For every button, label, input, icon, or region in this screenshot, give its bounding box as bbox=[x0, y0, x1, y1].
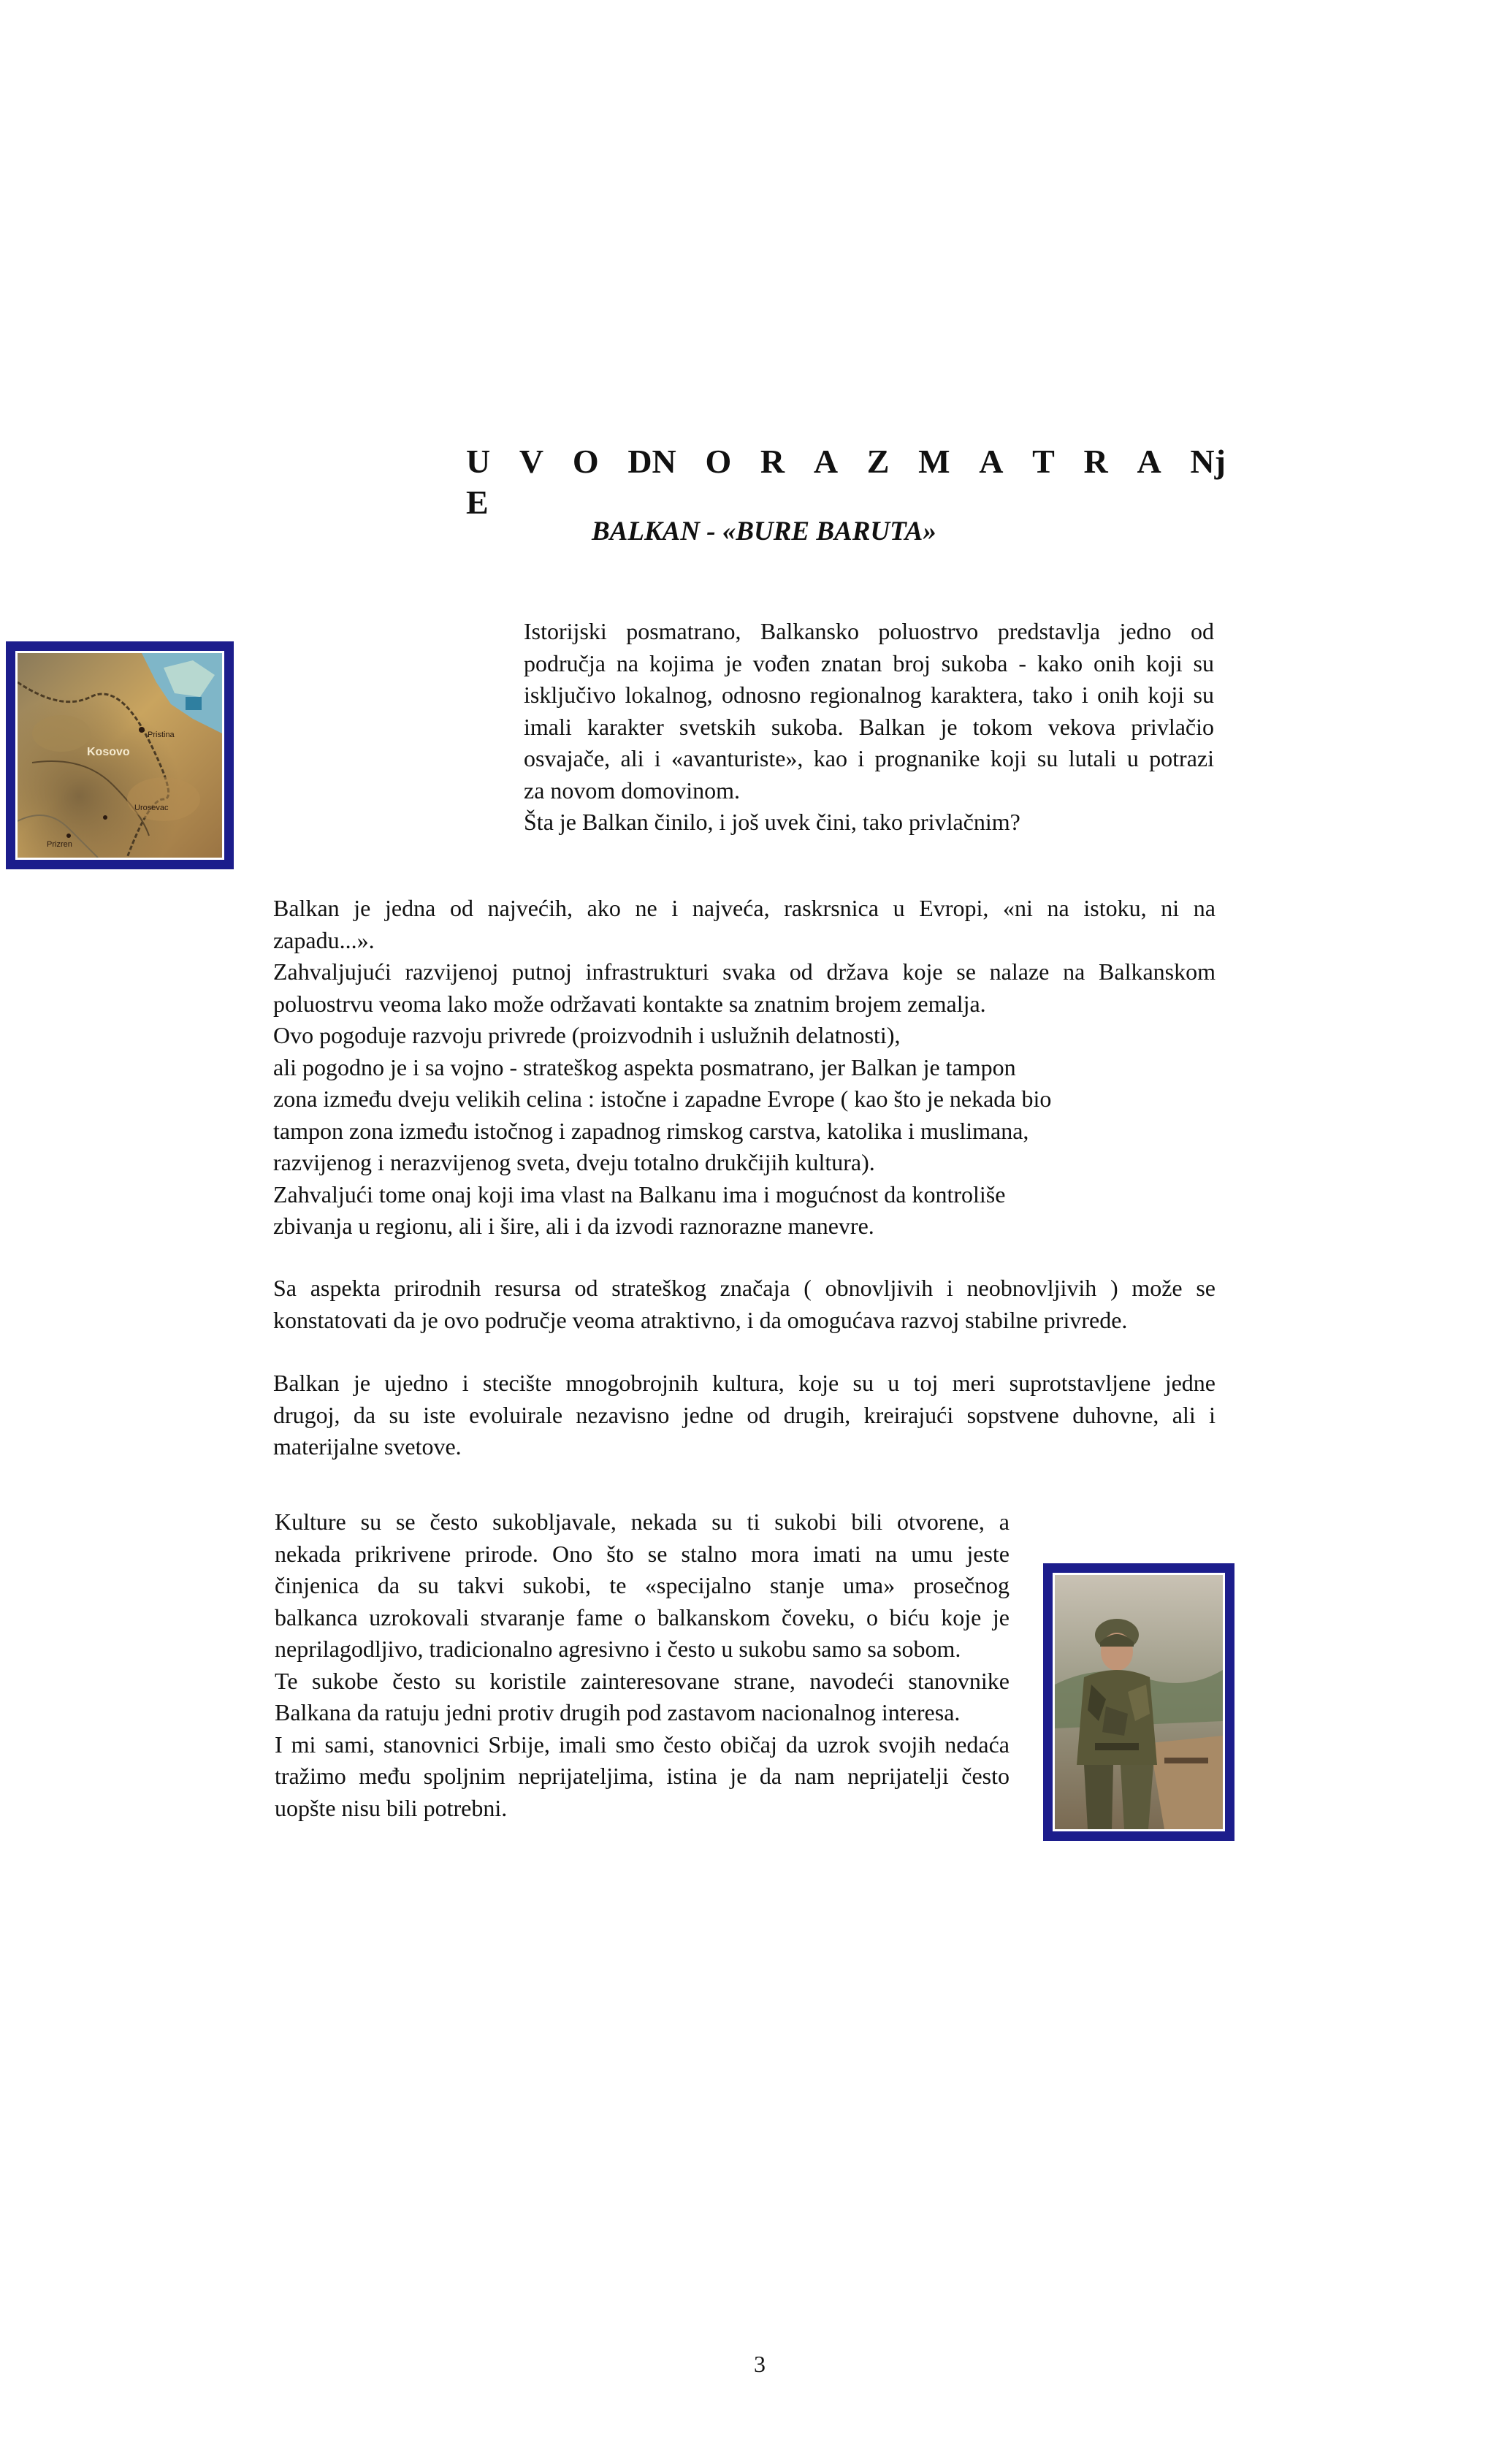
text-line: za novom domovinom. bbox=[524, 777, 740, 804]
map-illustration bbox=[18, 653, 222, 858]
title-letter: M bbox=[918, 443, 950, 480]
title-letter: O bbox=[705, 443, 732, 480]
map-label-kosovo: Kosovo bbox=[87, 746, 130, 758]
page-number: 3 bbox=[754, 2351, 766, 2377]
title-letter: A bbox=[979, 443, 1004, 480]
text-line: Šta je Balkan činilo, i još uvek čini, tako privlačnim? bbox=[524, 809, 1020, 835]
text-line: Zahvaljući tome onaj koji ima vlast na Balkanu ima i mogućnost da kontroliše bbox=[273, 1180, 1006, 1208]
text-line: konstatovati da je ovo područje veoma atraktivno, i da omogućava razvoj stabilne privrede. bbox=[273, 1306, 1128, 1333]
text-line: Balkan je jedna od najvećih, ako ne i najveća, raskrsnica u Evropi, «ni na istoku, ni na bbox=[273, 895, 1216, 921]
title-letter: A bbox=[813, 443, 839, 480]
text-line: zbivanja u regionu, ali i šire, ali i da izvodi raznorazne manevre. bbox=[273, 1213, 874, 1239]
text-line: uopšte nisu bili potrebni. bbox=[275, 1794, 508, 1821]
text-line: činjenica da su takvi sukobi, te «specijalno stanje uma» prosečnog bbox=[275, 1572, 1010, 1598]
chapter-title-line-2: E bbox=[466, 484, 489, 521]
text-line: I mi sami, stanovnici Srbije, imali smo često običaj da uzrok svojih nedaća bbox=[275, 1731, 1010, 1758]
map-label-pristina: Pristina bbox=[148, 731, 175, 739]
crossroads-paragraph bbox=[273, 893, 1216, 1243]
text-line: nekada prikrivene prirode. Ono što se stalno mora imati na umu jeste bbox=[275, 1540, 1010, 1567]
title-letter: DN bbox=[627, 443, 676, 480]
title-letter: O bbox=[572, 443, 599, 480]
resources-paragraph bbox=[273, 1273, 1216, 1336]
cultures-paragraph bbox=[273, 1368, 1216, 1463]
text-line: Balkan je ujedno i stecište mnogobrojnih kultura, koje su u toj meri suprotstavljene jedne bbox=[273, 1370, 1216, 1396]
text-line: Balkana da ratuju jedni protiv drugih pod zastavom nacionalnog interesa. bbox=[275, 1699, 961, 1725]
chapter-subtitle: BALKAN - «BURE BARUTA» bbox=[592, 516, 936, 546]
text-line: neprilagodljivo, tradicionalno agresivno i često u sukobu samo sa sobom. bbox=[275, 1636, 961, 1662]
soldier-illustration bbox=[1055, 1575, 1223, 1829]
text-line: Sa aspekta prirodnih resursa od strateškog značaja ( obnovljivih i neobnovljivih ) može se bbox=[273, 1275, 1216, 1301]
title-letter: A bbox=[1137, 443, 1161, 480]
title-letter: Z bbox=[866, 443, 890, 480]
title-letter: T bbox=[1032, 443, 1055, 480]
text-line: osvajače, ali i «avanturiste», kao i prognanike koji su lutali u potrazi bbox=[524, 745, 1214, 771]
text-line: balkanca uzrokovali stvaranje fame o balkanskom čoveku, o biću koje je bbox=[275, 1603, 1010, 1630]
text-line: zona između dveju velikih celina : istočne i zapadne Evrope ( kao što je nekada bio bbox=[273, 1086, 1052, 1112]
text-line: materijalne svetove. bbox=[273, 1433, 462, 1460]
title-letter: R bbox=[1083, 443, 1108, 480]
text-line: drugoj, da su iste evoluirale nezavisno jedne od drugih, kreirajući sopstvene duhovne, ali i bbox=[273, 1401, 1216, 1428]
conflicts-paragraph bbox=[275, 1506, 1010, 1824]
chapter-title bbox=[466, 441, 1226, 523]
text-line: zapadu...». bbox=[273, 926, 375, 953]
soldier-photo-frame bbox=[1043, 1563, 1234, 1841]
chapter-title-line-1 bbox=[466, 441, 1226, 482]
text-line: Kulture su se često sukobljavale, nekada su ti sukobi bili otvorene, a bbox=[275, 1508, 1010, 1535]
text-line: tražimo među spoljnim neprijateljima, istina je da nam neprijatelji često bbox=[275, 1763, 1010, 1789]
title-letter: V bbox=[519, 443, 544, 480]
text-line: Ovo pogoduje razvoju privrede (proizvodnih i uslužnih delatnosti), bbox=[273, 1022, 901, 1048]
title-letter: Nj bbox=[1190, 443, 1226, 480]
text-line: tampon zona između istočnog i zapadnog rimskog carstva, katolika i muslimana, bbox=[273, 1117, 1029, 1144]
text-line: Istorijski posmatrano, Balkansko poluostrvo predstavlja jedno od bbox=[524, 618, 1214, 644]
text-line: Te sukobe često su koristile zainteresovane strane, navodeći stanovnike bbox=[275, 1667, 1010, 1694]
text-line: područja na kojima je vođen znatan broj sukoba - kako onih koji su bbox=[524, 649, 1214, 676]
title-letter: R bbox=[760, 443, 785, 480]
text-line: isključivo lokalnog, odnosno regionalnog karaktera, tako i onih koji su bbox=[524, 682, 1214, 708]
map-label-prizren: Prizren bbox=[47, 840, 72, 849]
title-letter: U bbox=[466, 443, 491, 480]
soldier-photo bbox=[1053, 1573, 1225, 1831]
map-label-urosevac: Urosevac bbox=[134, 804, 169, 812]
map-image-frame bbox=[6, 641, 234, 869]
text-line: poluostrvu veoma lako može održavati kontakte sa znatnim brojem zemalja. bbox=[273, 990, 986, 1017]
intro-paragraph bbox=[524, 616, 1214, 839]
text-line: ali pogodno je i sa vojno - strateškog aspekta posmatrano, jer Balkan je tampon bbox=[273, 1053, 1016, 1080]
map-image bbox=[15, 651, 224, 860]
text-line: imali karakter svetskih sukoba. Balkan je tokom vekova privlačio bbox=[524, 713, 1214, 740]
text-line: razvijenog i nerazvijenog sveta, dveju totalno drukčijih kultura). bbox=[273, 1149, 875, 1175]
text-line: Zahvaljujući razvijenoj putnoj infrastrukturi svaka od država koje se nalaze na Balkanskom bbox=[273, 958, 1216, 985]
